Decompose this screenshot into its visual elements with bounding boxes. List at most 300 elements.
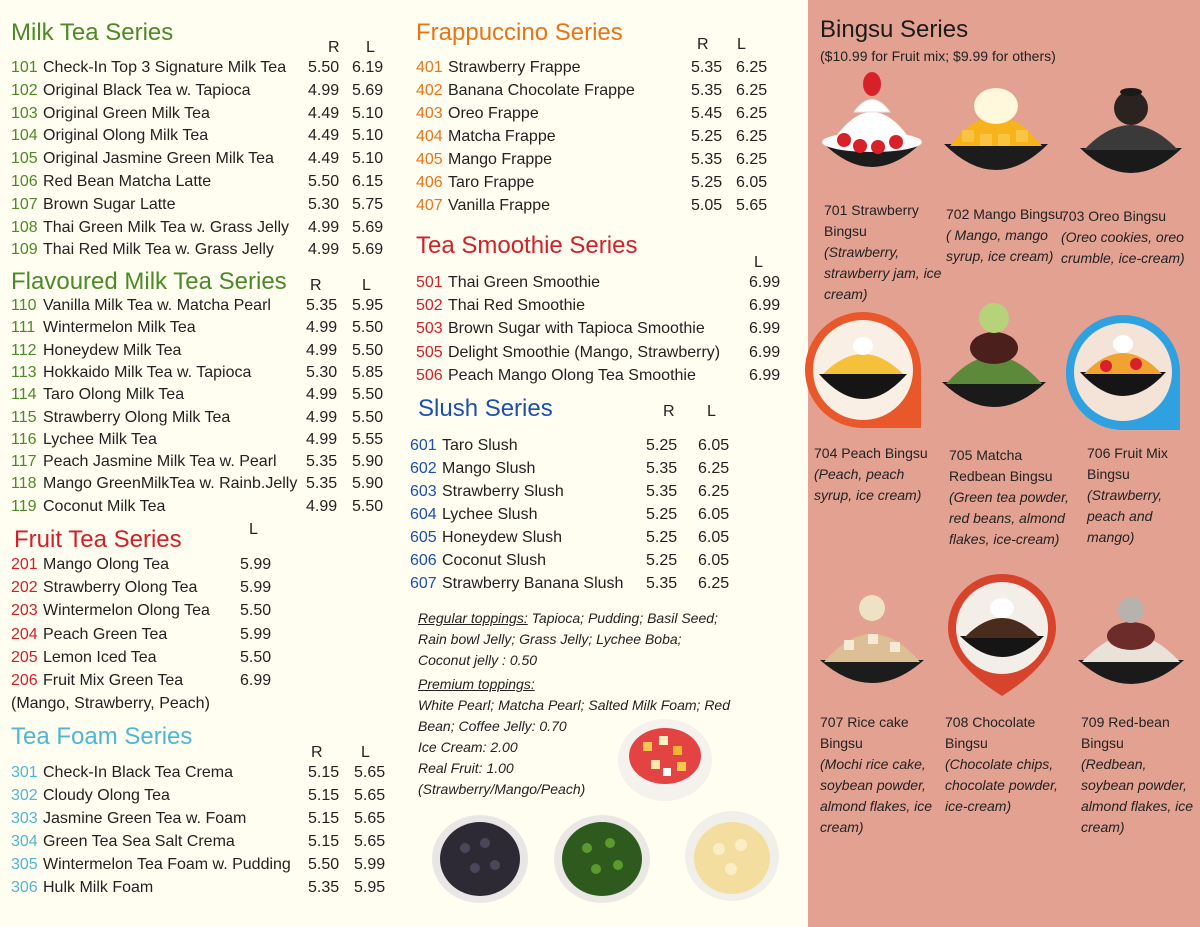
premium-toppings-line1: White Pearl; Matcha Pearl; Salted Milk Foam; Red xyxy=(418,697,731,713)
regular-price: 5.35 xyxy=(691,59,723,76)
item-number: 104 xyxy=(11,127,38,145)
regular-price: 5.35 xyxy=(691,151,723,168)
item-name: Strawberry Frappe xyxy=(448,59,581,76)
rice-cake-bingsu-image xyxy=(814,586,930,704)
item-number: 105 xyxy=(11,150,38,168)
item-name: Mango Slush xyxy=(442,460,536,477)
bingsu-item-707 xyxy=(820,712,950,838)
item-number: 110 xyxy=(11,297,37,314)
fruit-cup-image xyxy=(615,716,715,802)
item-name: Mango Olong Tea xyxy=(43,556,170,573)
item-number: 501 xyxy=(416,274,443,291)
menu-item-115 xyxy=(0,407,400,429)
large-price: 5.50 xyxy=(240,648,272,666)
large-price: 6.25 xyxy=(736,151,768,168)
menu-item-603 xyxy=(405,481,805,503)
menu-item-305 xyxy=(0,854,400,876)
menu-item-112 xyxy=(0,340,400,362)
menu-item-106 xyxy=(0,171,400,193)
bingsu-item-708 xyxy=(945,712,1075,817)
milk-tea-header-l: L xyxy=(366,39,375,56)
menu-item-201 xyxy=(0,554,400,576)
large-price: 5.50 xyxy=(352,386,384,404)
item-name: Peach Green Tea xyxy=(43,625,168,643)
menu-item-506 xyxy=(405,365,805,387)
large-price: 6.19 xyxy=(352,59,384,76)
large-price: 5.90 xyxy=(352,475,384,493)
large-price: 5.95 xyxy=(354,879,386,896)
large-price: 6.25 xyxy=(736,82,768,99)
item-name: Wintermelon Olong Tea xyxy=(43,602,210,620)
large-price: 5.65 xyxy=(354,810,386,827)
item-number: 407 xyxy=(416,197,443,214)
item-number: 304 xyxy=(11,833,38,850)
item-number: 603 xyxy=(410,483,437,500)
menu-item-116 xyxy=(0,429,400,451)
menu-item-405 xyxy=(405,149,805,171)
bingsu-709-desc: (Redbean, soybean powder, almond flakes, ice cream) xyxy=(1081,756,1194,835)
regular-price: 5.35 xyxy=(646,575,678,592)
item-number: 101 xyxy=(11,59,38,76)
large-price: 6.05 xyxy=(698,552,730,569)
item-name: Hulk Milk Foam xyxy=(43,879,154,896)
fruit-tea-title: Fruit Tea Series xyxy=(14,526,182,553)
menu-item-104 xyxy=(0,125,400,147)
item-name: Taro Slush xyxy=(442,437,518,454)
bingsu-707-desc: (Mochi rice cake, soybean powder, almond flakes, ice cream) xyxy=(820,756,933,835)
item-number: 405 xyxy=(416,151,443,168)
large-price: 6.99 xyxy=(749,297,781,315)
large-price: 6.25 xyxy=(736,128,768,145)
item-name: Red Bean Matcha Latte xyxy=(43,173,212,190)
bingsu-703-name: 703 Oreo Bingsu xyxy=(1061,208,1167,224)
item-number: 601 xyxy=(410,437,437,454)
bingsu-709-name: 709 Red-bean Bingsu xyxy=(1081,714,1170,751)
chocolate-bingsu-image xyxy=(946,572,1058,696)
tea-foam-title: Tea Foam Series xyxy=(11,723,193,750)
bingsu-item-702 xyxy=(946,204,1070,267)
item-number: 112 xyxy=(11,341,37,359)
real-fruit-price: Real Fruit: 1.00 xyxy=(418,760,514,776)
frappuccino-header-r: R xyxy=(697,36,709,53)
regular-price: 5.35 xyxy=(308,879,340,896)
menu-item-302 xyxy=(0,785,400,807)
item-number: 401 xyxy=(416,59,443,76)
item-name: Mango Frappe xyxy=(448,151,553,168)
bingsu-701-name: 701 Strawberry Bingsu xyxy=(824,202,919,239)
bingsu-705-name: 705 Matcha Redbean Bingsu xyxy=(949,447,1053,484)
regular-price: 5.30 xyxy=(306,363,338,381)
item-name: Brown Sugar with Tapioca Smoothie xyxy=(448,320,705,338)
regular-price: 5.25 xyxy=(646,529,678,546)
item-number: 107 xyxy=(11,195,38,213)
menu-item-607 xyxy=(405,573,805,595)
menu-item-205 xyxy=(0,647,400,669)
large-price: 5.65 xyxy=(354,787,386,804)
item-name: Strawberry Olong Tea xyxy=(43,579,198,597)
item-name: Lychee Milk Tea xyxy=(43,430,157,448)
bingsu-item-706 xyxy=(1087,443,1187,548)
large-price: 6.25 xyxy=(736,59,768,76)
menu-item-118 xyxy=(0,473,400,495)
bingsu-701-desc: (Strawberry, strawberry jam, ice cream) xyxy=(824,244,942,302)
menu-item-605 xyxy=(405,527,805,549)
item-number: 406 xyxy=(416,174,443,191)
menu-item-601 xyxy=(405,435,805,457)
menu-item-505 xyxy=(405,342,805,364)
large-price: 6.05 xyxy=(698,437,730,454)
menu-item-109 xyxy=(0,239,400,261)
item-name: Vanilla Milk Tea w. Matcha Pearl xyxy=(43,297,271,314)
menu-item-502 xyxy=(405,295,805,317)
large-price: 5.69 xyxy=(352,81,384,99)
bingsu-706-name: 706 Fruit Mix Bingsu xyxy=(1087,445,1168,482)
real-fruit-note: (Strawberry/Mango/Peach) xyxy=(418,781,586,797)
item-number: 202 xyxy=(11,579,38,597)
regular-price: 4.99 xyxy=(306,341,338,359)
menu-item-402 xyxy=(405,80,805,102)
menu-item-306 xyxy=(0,877,400,899)
regular-price: 5.05 xyxy=(691,197,723,214)
menu-item-117 xyxy=(0,451,400,473)
bingsu-subtitle: ($10.99 for Fruit mix; $9.99 for others) xyxy=(820,48,1056,64)
regular-price: 4.49 xyxy=(308,127,340,145)
menu-item-105 xyxy=(0,148,400,170)
item-name: Wintermelon Tea Foam w. Pudding xyxy=(43,856,291,873)
item-name: Thai Green Smoothie xyxy=(448,274,601,291)
item-name: Mango GreenMilkTea w. Rainb.Jelly xyxy=(43,475,298,493)
large-price: 5.85 xyxy=(352,363,384,381)
tapioca-pearl-image xyxy=(430,813,530,905)
menu-item-114 xyxy=(0,384,400,406)
item-name: Matcha Frappe xyxy=(448,128,556,145)
regular-price: 5.25 xyxy=(691,174,723,191)
bingsu-704-name: 704 Peach Bingsu xyxy=(814,445,928,461)
bingsu-708-desc: (Chocolate chips, chocolate powder, ice-cream) xyxy=(945,756,1058,814)
large-price: 6.25 xyxy=(698,460,730,477)
tea-foam-header-r: R xyxy=(311,744,323,761)
large-price: 6.99 xyxy=(749,274,781,291)
flavoured-title: Flavoured Milk Tea Series xyxy=(11,268,287,295)
regular-price: 5.15 xyxy=(308,833,340,850)
item-number: 301 xyxy=(11,764,38,781)
item-name: Coconut Slush xyxy=(442,552,547,569)
large-price: 5.50 xyxy=(352,497,384,515)
regular-toppings-text1: Tapioca; Pudding; Basil Seed; xyxy=(527,610,718,626)
regular-price: 5.15 xyxy=(308,787,340,804)
premium-toppings-label: Premium toppings: xyxy=(418,676,535,692)
regular-price: 4.99 xyxy=(308,241,340,259)
item-number: 506 xyxy=(416,366,443,384)
item-number: 109 xyxy=(11,241,38,259)
item-number: 118 xyxy=(11,475,37,493)
ice-cream-price: Ice Cream: 2.00 xyxy=(418,739,518,755)
regular-price: 5.50 xyxy=(308,173,340,190)
red-bean-bingsu-image xyxy=(1072,586,1190,706)
regular-price: 5.25 xyxy=(646,437,678,454)
item-number: 303 xyxy=(11,810,38,827)
peach-bingsu-image xyxy=(803,312,923,428)
strawberry-bingsu-image xyxy=(814,62,930,192)
item-name: Wintermelon Milk Tea xyxy=(43,319,196,337)
fruit-mix-bingsu-image xyxy=(1066,314,1180,432)
item-number: 403 xyxy=(416,105,443,122)
large-price: 5.10 xyxy=(352,104,384,122)
bingsu-title: Bingsu Series xyxy=(820,16,969,43)
item-number: 108 xyxy=(11,218,38,236)
menu-item-108 xyxy=(0,217,400,239)
bingsu-item-704 xyxy=(814,443,944,506)
menu-item-403 xyxy=(405,103,805,125)
menu-item-404 xyxy=(405,126,805,148)
bingsu-panel xyxy=(808,0,1200,927)
item-name: Honeydew Milk Tea xyxy=(43,341,182,359)
item-number: 113 xyxy=(11,363,37,381)
regular-price: 5.35 xyxy=(306,453,338,471)
item-number: 102 xyxy=(11,81,38,99)
item-name: Strawberry Olong Milk Tea xyxy=(43,408,231,426)
regular-price: 4.49 xyxy=(308,150,340,168)
fruit-tea-header-l: L xyxy=(249,521,258,538)
large-price: 5.99 xyxy=(240,579,272,597)
large-price: 6.05 xyxy=(698,529,730,546)
item-name: Original Jasmine Green Milk Tea xyxy=(43,150,274,168)
item-name: Vanilla Frappe xyxy=(448,197,550,214)
item-name: Original Green Milk Tea xyxy=(43,104,210,122)
regular-price: 5.25 xyxy=(646,552,678,569)
item-number: 503 xyxy=(416,320,443,338)
large-price: 5.95 xyxy=(352,297,384,314)
item-number: 606 xyxy=(410,552,437,569)
regular-price: 5.50 xyxy=(308,856,340,873)
menu-item-101 xyxy=(0,57,400,79)
large-price: 6.99 xyxy=(749,366,781,384)
item-number: 117 xyxy=(11,453,37,471)
item-name: Strawberry Banana Slush xyxy=(442,575,624,592)
premium-toppings-label-line xyxy=(418,674,535,695)
bingsu-item-703 xyxy=(1061,206,1197,269)
matcha-pearl-image xyxy=(552,813,652,905)
item-name: Taro Frappe xyxy=(448,174,535,191)
large-price: 6.05 xyxy=(698,506,730,523)
bingsu-702-desc: ( Mango, mango syrup, ice cream) xyxy=(946,227,1054,264)
item-name: Original Olong Milk Tea xyxy=(43,127,209,145)
item-number: 119 xyxy=(11,497,37,515)
item-number: 404 xyxy=(416,128,443,145)
item-number: 305 xyxy=(11,856,38,873)
item-name: Thai Red Milk Tea w. Grass Jelly xyxy=(43,241,274,259)
large-price: 5.69 xyxy=(352,218,384,236)
large-price: 6.15 xyxy=(352,173,384,190)
regular-price: 4.99 xyxy=(308,218,340,236)
item-name: Hokkaido Milk Tea w. Tapioca xyxy=(43,363,252,381)
menu-item-602 xyxy=(405,458,805,480)
regular-price: 4.99 xyxy=(306,386,338,404)
regular-price: 4.99 xyxy=(306,408,338,426)
menu-item-102 xyxy=(0,80,400,102)
item-number: 306 xyxy=(11,879,38,896)
menu-item-304 xyxy=(0,831,400,853)
item-number: 115 xyxy=(11,408,37,426)
regular-toppings-line2: Rain bowl Jelly; Grass Jelly; Lychee Boba; xyxy=(418,631,682,647)
regular-price: 5.30 xyxy=(308,195,340,213)
item-name: Fruit Mix Green Tea xyxy=(43,672,184,689)
bingsu-item-701 xyxy=(824,200,954,305)
menu-item-202 xyxy=(0,577,400,599)
tea-foam-header-l: L xyxy=(361,744,370,761)
item-name: Strawberry Slush xyxy=(442,483,564,500)
item-number: 607 xyxy=(410,575,437,592)
regular-price: 5.35 xyxy=(306,297,338,314)
large-price: 5.99 xyxy=(240,556,272,573)
large-price: 6.99 xyxy=(240,672,272,689)
slush-header-r: R xyxy=(663,403,675,420)
menu-item-110 xyxy=(0,295,400,317)
item-name: Jasmine Green Tea w. Foam xyxy=(43,810,247,827)
large-price: 5.65 xyxy=(354,764,386,781)
flavoured-header-l: L xyxy=(362,277,371,294)
item-number: 604 xyxy=(410,506,437,523)
menu-item-503 xyxy=(405,318,805,340)
bingsu-708-name: 708 Chocolate Bingsu xyxy=(945,714,1036,751)
item-name: Honeydew Slush xyxy=(442,529,563,546)
large-price: 5.65 xyxy=(354,833,386,850)
item-name: Thai Green Milk Tea w. Grass Jelly xyxy=(43,218,290,236)
regular-price: 5.45 xyxy=(691,105,723,122)
menu-item-111 xyxy=(0,317,400,339)
menu-item-119 xyxy=(0,496,400,518)
regular-price: 5.35 xyxy=(306,475,338,493)
item-name: Oreo Frappe xyxy=(448,105,539,122)
bingsu-706-desc: (Strawberry, peach and mango) xyxy=(1087,487,1163,545)
mango-bingsu-image xyxy=(936,72,1056,196)
bingsu-703-desc: (Oreo cookies, oreo crumble, ice-cream) xyxy=(1061,229,1185,266)
matcha-redbean-bingsu-image xyxy=(936,298,1052,430)
frappuccino-header-l: L xyxy=(737,36,746,53)
regular-price: 4.49 xyxy=(308,104,340,122)
large-price: 6.25 xyxy=(698,483,730,500)
smoothie-header-l: L xyxy=(754,254,763,271)
item-name: Brown Sugar Latte xyxy=(43,195,176,213)
oreo-bingsu-image xyxy=(1074,86,1188,198)
large-price: 6.25 xyxy=(698,575,730,592)
item-number: 302 xyxy=(11,787,38,804)
item-name: Check-In Black Tea Crema xyxy=(43,764,233,781)
regular-price: 5.25 xyxy=(646,506,678,523)
large-price: 6.99 xyxy=(749,320,781,338)
large-price: 6.05 xyxy=(736,174,768,191)
item-name: Coconut Milk Tea xyxy=(43,497,166,515)
bingsu-item-705 xyxy=(949,445,1079,550)
menu-item-301 xyxy=(0,762,400,784)
bingsu-702-name: 702 Mango Bingsu xyxy=(946,206,1063,222)
menu-item-206 xyxy=(0,670,400,692)
menu-item-406 xyxy=(405,172,805,194)
large-price: 5.50 xyxy=(240,602,272,620)
menu-item-203 xyxy=(0,600,400,622)
item-name: Banana Chocolate Frappe xyxy=(448,82,635,99)
item-name: Delight Smoothie (Mango, Strawberry) xyxy=(448,343,721,361)
large-price: 5.69 xyxy=(352,241,384,259)
item-number: 116 xyxy=(11,430,37,448)
item-name: Lychee Slush xyxy=(442,506,538,523)
item-number: 505 xyxy=(416,343,443,361)
large-price: 5.10 xyxy=(352,150,384,168)
regular-price: 4.99 xyxy=(306,497,338,515)
regular-price: 5.35 xyxy=(646,460,678,477)
large-price: 5.65 xyxy=(736,197,768,214)
item-number: 402 xyxy=(416,82,443,99)
smoothie-title: Tea Smoothie Series xyxy=(416,232,638,259)
regular-price: 4.99 xyxy=(306,430,338,448)
regular-toppings-line3: Coconut jelly : 0.50 xyxy=(418,652,538,668)
menu-item-303 xyxy=(0,808,400,830)
item-number: 205 xyxy=(11,648,38,666)
fruit-tea-note: (Mango, Strawberry, Peach) xyxy=(11,695,210,712)
regular-price: 5.35 xyxy=(646,483,678,500)
menu-item-103 xyxy=(0,103,400,125)
large-price: 5.90 xyxy=(352,453,384,471)
regular-price: 5.35 xyxy=(691,82,723,99)
menu-item-204 xyxy=(0,624,400,646)
milk-tea-title: Milk Tea Series xyxy=(11,19,174,46)
item-name: Cloudy Olong Tea xyxy=(43,787,170,804)
large-price: 5.50 xyxy=(352,408,384,426)
menu-item-606 xyxy=(405,550,805,572)
bingsu-item-709 xyxy=(1081,712,1199,838)
regular-price: 5.25 xyxy=(691,128,723,145)
bingsu-705-desc: (Green tea powder, red beans, almond flakes, ice-cream) xyxy=(949,489,1069,547)
slush-header-l: L xyxy=(707,403,716,420)
item-name: Taro Olong Milk Tea xyxy=(43,386,185,404)
regular-toppings-line1 xyxy=(418,608,718,629)
item-number: 103 xyxy=(11,104,38,122)
menu-item-501 xyxy=(405,272,805,294)
regular-price: 5.15 xyxy=(308,764,340,781)
item-name: Green Tea Sea Salt Crema xyxy=(43,833,235,850)
bingsu-704-desc: (Peach, peach syrup, ice cream) xyxy=(814,466,922,503)
item-name: Peach Jasmine Milk Tea w. Pearl xyxy=(43,453,277,471)
large-price: 6.25 xyxy=(736,105,768,122)
large-price: 5.55 xyxy=(352,430,384,448)
item-number: 206 xyxy=(11,672,38,689)
regular-price: 4.99 xyxy=(308,81,340,99)
coconut-jelly-image xyxy=(683,809,781,903)
item-number: 201 xyxy=(11,556,38,573)
item-number: 204 xyxy=(11,625,38,643)
large-price: 5.99 xyxy=(240,625,272,643)
menu-item-113 xyxy=(0,362,400,384)
regular-price: 4.99 xyxy=(306,319,338,337)
large-price: 5.10 xyxy=(352,127,384,145)
bingsu-707-name: 707 Rice cake Bingsu xyxy=(820,714,909,751)
item-name: Peach Mango Olong Tea Smoothie xyxy=(448,366,696,384)
slush-title: Slush Series xyxy=(418,395,553,422)
item-number: 203 xyxy=(11,602,38,620)
large-price: 5.75 xyxy=(352,195,384,213)
large-price: 5.50 xyxy=(352,341,384,359)
premium-toppings-line2: Bean; Coffee Jelly: 0.70 xyxy=(418,718,567,734)
item-number: 111 xyxy=(11,319,36,337)
item-number: 106 xyxy=(11,173,38,190)
item-name: Thai Red Smoothie xyxy=(448,297,585,315)
item-number: 502 xyxy=(416,297,443,315)
regular-price: 5.15 xyxy=(308,810,340,827)
regular-price: 5.50 xyxy=(308,59,340,76)
item-name: Lemon Iced Tea xyxy=(43,648,157,666)
menu-item-407 xyxy=(405,195,805,217)
item-number: 602 xyxy=(410,460,437,477)
